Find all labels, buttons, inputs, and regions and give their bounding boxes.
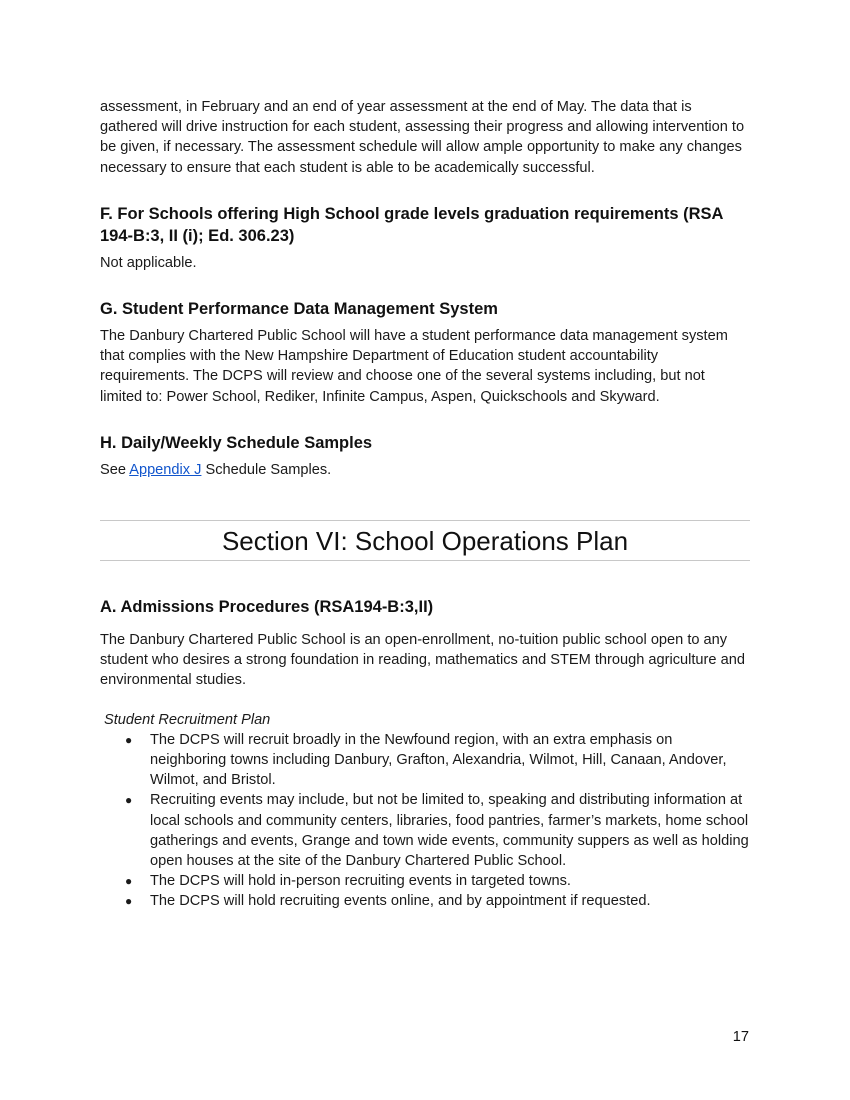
list-item [100,871,750,891]
list-item-text: The DCPS will recruit broadly in the Newfound region, with an extra emphasis on neighboring towns including Danbury, Grafton, Alexandria, Wilmot, Hill, Canaan, Andover, Wilmot, and Bristol. [150,731,727,789]
list-item [100,891,750,911]
bullet-icon: ● [125,894,133,909]
list-item [100,790,750,871]
section-vi-title: Section VI: School Operations Plan [221,525,629,556]
section-f-body: Not applicable. [100,254,197,271]
recruitment-plan-subheading: Student Recruitment Plan [104,711,271,728]
section-vi-banner [100,520,750,561]
section-h-prefix: See [100,461,130,478]
section-a-heading: A. Admissions Procedures (RSA194-B:3,II) [100,598,434,617]
page-number: 17 [732,1029,749,1045]
section-g-body: The Danbury Chartered Public School will have a student performance data management system that complies with the New Hampshire Department of Education student accountability requirements. The DCPS will review and choose one of the several systems including, but not limited to: Power School, Rediker, Infinite Campus, Aspen, Quickschools and Skyward. [100,328,728,405]
section-h-suffix: Schedule Samples. [201,461,332,478]
intro-paragraph: assessment, in February and an end of year assessment at the end of May. The data that is gathered will drive instruction for each student, assessing their progress and allowing intervention to be given, if necessary. The assessment schedule will allow ample opportunity to make any changes necessary to ensure that each student is able to be academically successful. [100,99,745,176]
section-h-body [100,460,750,480]
recruitment-list [100,730,750,912]
bullet-icon: ● [125,732,133,747]
bullet-icon: ● [125,793,133,808]
bullet-icon: ● [125,874,133,889]
section-a-body: The Danbury Chartered Public School is an open-enrollment, no-tuition public school open to any student who desires a strong foundation in reading, mathematics and STEM through agriculture and environmental studies. [100,632,745,689]
list-item-text: The DCPS will hold recruiting events online, and by appointment if requested. [150,893,651,910]
section-f-heading: F. For Schools offering High School grade levels graduation requirements (RSA 194-B:3, II (i); Ed. 306.23) [100,204,723,245]
list-item-text: The DCPS will hold in-person recruiting events in targeted towns. [150,873,571,890]
appendix-j-link[interactable]: Appendix J [129,461,202,478]
section-g-heading: G. Student Performance Data Management System [100,300,498,319]
list-item-text: Recruiting events may include, but not be limited to, speaking and distributing information at local schools and community centers, libraries, food pantries, farmer’s markets, home school gatherings and events, Grange and town wide events, community suppers as well as holding open houses at the site of the Danbury Chartered Public School. [150,792,749,870]
list-item [100,730,750,791]
document-page [100,97,750,912]
section-h-heading: H. Daily/Weekly Schedule Samples [100,433,373,452]
